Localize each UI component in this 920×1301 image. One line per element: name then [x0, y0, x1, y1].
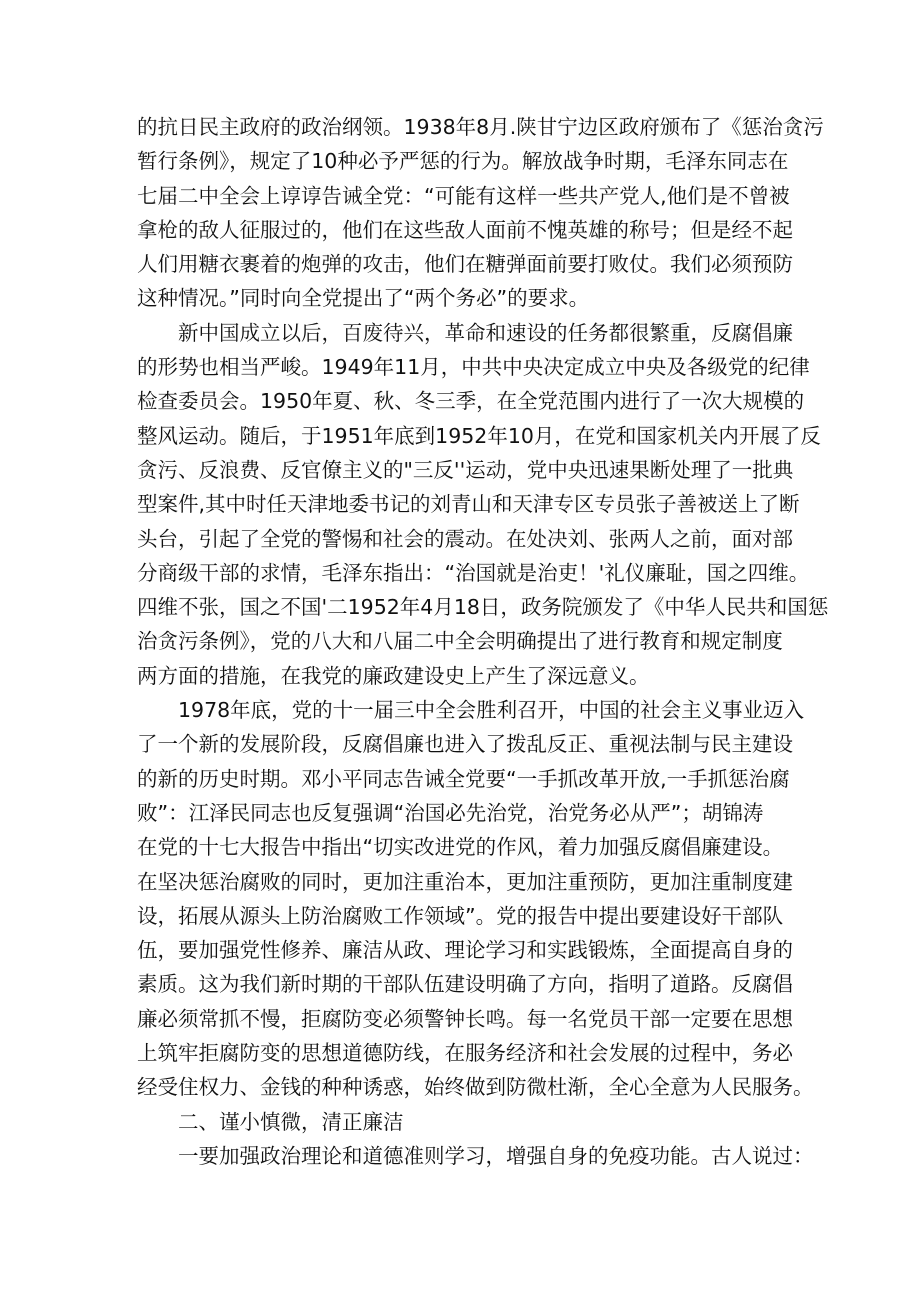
text-line: 的形势也相当严峻。1949年11月，中共中央决定成立中央及各级党的纪律 — [137, 355, 810, 380]
text-line: 头台，引起了全党的警惕和社会的震动。在处决刘、张两人之前，面对部 — [137, 526, 793, 551]
text-line: 拿枪的敌人征服过的，他们在这些敌人面前不愧英雄的称号；但是经不起 — [137, 217, 793, 242]
paragraph-start-line: 1978年底，党的十一届三中全会胜利召开，中国的社会主义事业迈入 — [178, 698, 805, 723]
section-heading: 二、谨小慎微，清正廉洁 — [178, 1109, 404, 1134]
text-line: 在党的十七大报告中指出“切实改进党的作风，着力加强反腐倡廉建设。 — [137, 835, 784, 860]
paragraph-start-line: 一要加强政治理论和道德准则学习，增强自身的免疫功能。古人说过： — [178, 1143, 814, 1168]
text-line: 素质。这为我们新时期的干部队伍建设明确了方向，指明了道路。反腐倡 — [137, 972, 793, 997]
text-line: 败”：江泽民同志也反复强调“治国必先治党，治党务必从严”；胡锦涛 — [137, 800, 764, 825]
text-line: 分商级干部的求情，毛泽东指出：“治国就是治吏！'礼仪廉耻，国之四维。 — [137, 560, 810, 585]
text-line: 伍，要加强党性修养、廉洁从政、理论学习和实践锻炼，全面提高自身的 — [137, 938, 793, 963]
text-line: 检查委员会。1950年夏、秋、冬三季，在全党范围内进行了一次大规模的 — [137, 389, 805, 414]
document-body — [137, 110, 829, 1173]
text-line: 的抗日民主政府的政治纲领。1938年8月.陕甘宁边区政府颁布了《惩治贪污 — [137, 115, 824, 139]
text-line: 这种情况。”同时向全党提出了“两个务必”的要求。 — [137, 286, 590, 311]
text-line: 暂行条例》，规定了10种必予严惩的行为。解放战争时期，毛泽东同志在 — [137, 149, 789, 174]
text-line: 在坚决惩治腐败的同时，更加注重治本，更加注重预防，更加注重制度建 — [137, 869, 793, 894]
text-line: 设，拓展从源头上防治腐败工作领域”。党的报告中提出要建设好干部队 — [137, 903, 784, 928]
text-line: 两方面的措施，在我党的廉政建设史上产生了深远意义。 — [137, 663, 650, 688]
text-line: 廉必须常抓不慢，拒腐防变必须警钟长鸣。每一名党员干部一定要在思想 — [137, 1006, 793, 1031]
text-line: 整风运动。随后，于1951年底到1952年10月，在党和国家机关内开展了反 — [137, 423, 821, 448]
text-line: 的新的历史时期。邓小平同志告诫全党要“一手抓改革开放,一手抓惩治腐 — [137, 766, 790, 791]
text-line: 七届二中全会上谆谆告诫全党：“可能有这样一些共产党人,他们是不曾被 — [137, 183, 790, 208]
text-line: 四维不张，国之不国'二1952年4月18日，政务院颁发了《中华人民共和国惩 — [137, 595, 829, 620]
text-line: 治贪污条例》，党的八大和八届二中全会明确提出了进行教育和规定制度 — [137, 629, 783, 654]
text-line: 了一个新的发展阶段，反腐倡廉也进入了拨乱反正、重视法制与民主建设 — [137, 732, 793, 757]
text-line: 人们用糖衣裹着的炮弹的攻击，他们在糖弹面前要打败仗。我们必须预防 — [137, 252, 793, 277]
text-line: 型案件,其中时任天津地委书记的刘青山和天津专区专员张子善被送上了断 — [137, 492, 800, 517]
text-line: 贪污、反浪费、反官僚主义的"三反''运动，党中央迅速果断处理了一批典 — [137, 457, 794, 482]
text-line: 经受住权力、金钱的种种诱惑，始终做到防微杜渐，全心全意为人民服务。 — [137, 1075, 814, 1100]
paragraph-start-line: 新中国成立以后，百废待兴，革命和速设的任务都很繁重，反腐倡廉 — [178, 320, 793, 345]
text-line: 上筑牢拒腐防变的思想道德防线，在服务经济和社会发展的过程中，务必 — [137, 1041, 793, 1066]
